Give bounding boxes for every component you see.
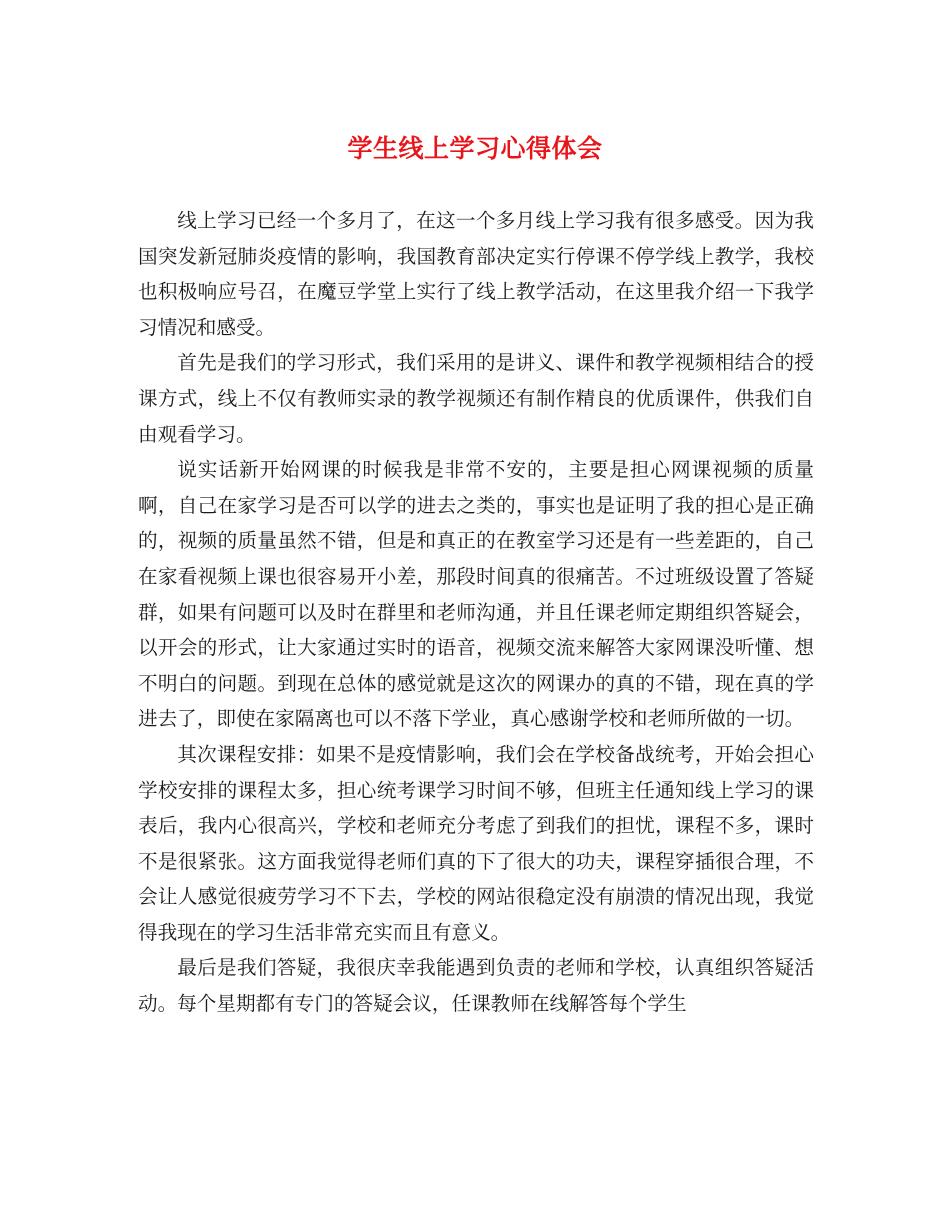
paragraph-4: 其次课程安排：如果不是疫情影响，我们会在学校备战统考，开始会担心学校安排的课程太多，担心统考课学习时间不够，但班主任通知线上学习的课表后，我内心很高兴，学校和老师充分考虑了到我们的担忧，课程不多，课时不是很紧张。这方面我觉得老师们真的下了很大的功夫，课程穿插很合理，不会让人感觉很疲劳学习不下去，学校的网站很稳定没有崩溃的情况出现，我觉得我现在的学习生活非常充实而且有意义。 bbox=[138, 742, 814, 944]
paragraph-1: 线上学习已经一个多月了，在这一个多月线上学习我有很多感受。因为我国突发新冠肺炎疫情的影响，我国教育部决定实行停课不停学线上教学，我校也积极响应号召，在魔豆学堂上实行了线上教学活动，在这里我介绍一下我学习情况和感受。 bbox=[138, 209, 814, 339]
document-body bbox=[138, 203, 814, 1022]
paragraph-2: 首先是我们的学习形式，我们采用的是讲义、课件和教学视频相结合的授课方式，线上不仅有教师实录的教学视频还有制作精良的优质课件，供我们自由观看学习。 bbox=[138, 351, 814, 446]
paragraph-3: 说实话新开始网课的时候我是非常不安的，主要是担心网课视频的质量啊，自己在家学习是否可以学的进去之类的，事实也是证明了我的担心是正确的，视频的质量虽然不错，但是和真正的在教室学习还是有一些差距的，自己在家看视频上课也很容易开小差，那段时间真的很痛苦。不过班级设置了答疑群，如果有问题可以及时在群里和老师沟通，并且任课老师定期组织答疑会，以开会的形式，让大家通过实时的语音，视频交流来解答大家网课没听懂、想不明白的问题。到现在总体的感觉就是这次的网课办的真的不错，现在真的学进去了，即使在家隔离也可以不落下学业，真心感谢学校和老师所做的一切。 bbox=[138, 458, 814, 731]
paragraph-5: 最后是我们答疑，我很庆幸我能遇到负责的老师和学校，认真组织答疑活动。每个星期都有专门的答疑会议，任课教师在线解答每个学生 bbox=[138, 956, 814, 1016]
document-title: 学生线上学习心得体会 bbox=[347, 134, 603, 163]
